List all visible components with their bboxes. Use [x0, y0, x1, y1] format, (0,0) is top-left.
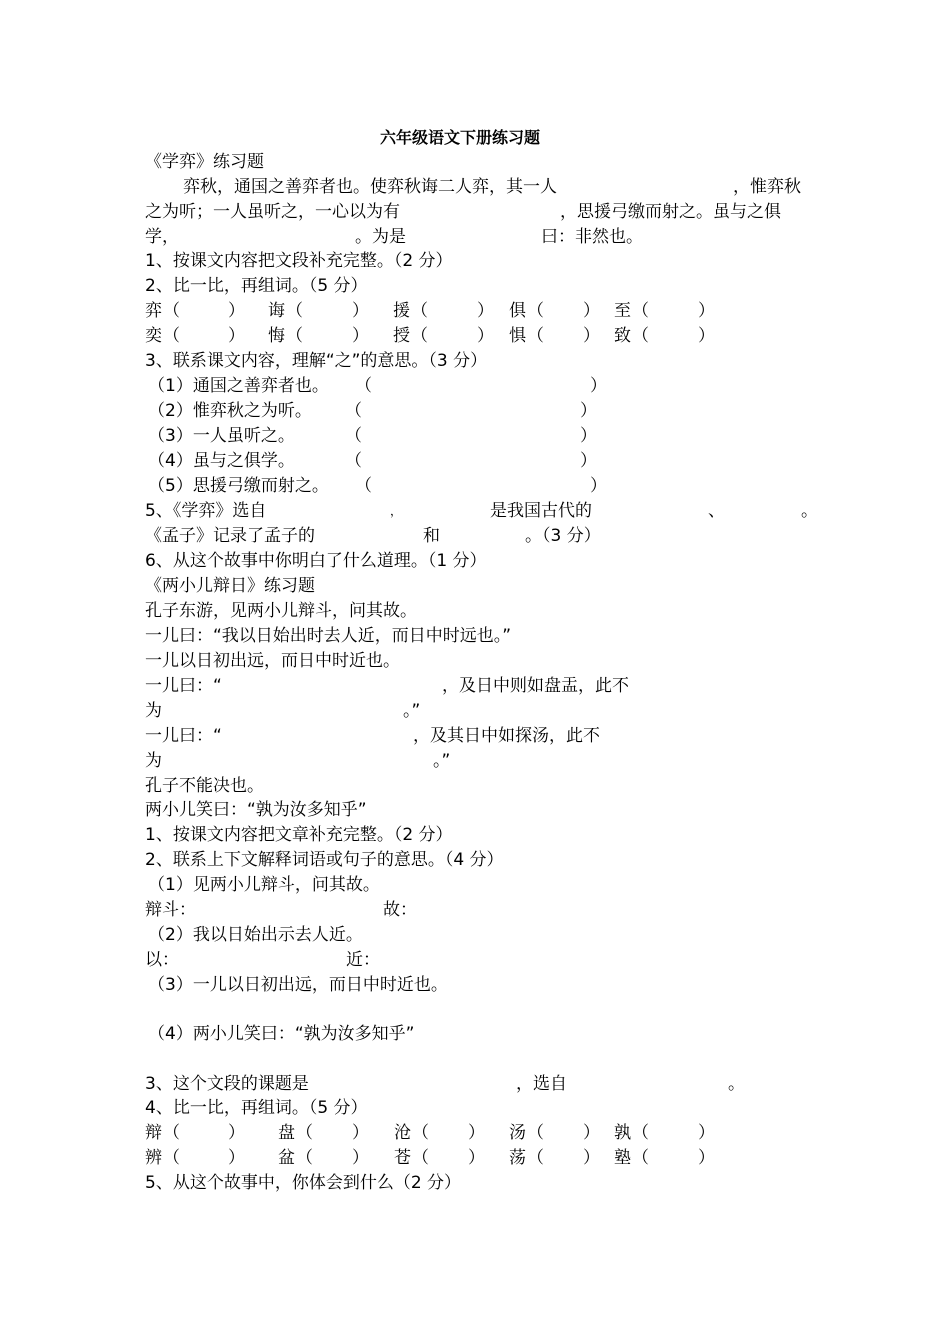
open-paren: （: [286, 326, 303, 346]
sub-question: （5）思援弓缴而射之。: [148, 476, 329, 496]
close-paren: ）: [698, 1148, 715, 1168]
passage-line: 。”: [403, 701, 421, 721]
open-paren: （: [163, 326, 180, 346]
close-paren: ）: [698, 326, 715, 346]
close-paren: ）: [228, 326, 245, 346]
passage-line: ，及其日中如探汤，此不: [413, 726, 600, 746]
compare-char: 汤: [509, 1123, 526, 1143]
close-paren: ）: [583, 1148, 600, 1168]
close-paren: ）: [583, 1123, 600, 1143]
passage-line: 曰：非然也。: [541, 227, 643, 247]
open-paren: （: [412, 1123, 429, 1143]
answer-label: 辩斗：: [145, 900, 196, 920]
punct: ，: [390, 504, 403, 518]
open-paren: （: [632, 1123, 649, 1143]
compare-char: 至: [614, 301, 631, 321]
open-paren: （: [527, 1123, 544, 1143]
question: 4、比一比，再组词。（5 分）: [145, 1098, 368, 1118]
section-heading-xueyi: 《学弈》练习题: [145, 152, 264, 172]
open-paren: （: [411, 326, 428, 346]
question-text: 《孟子》记录了孟子的: [145, 526, 315, 546]
sub-question: （4）两小儿笑曰：“孰为汝多知乎”: [148, 1024, 415, 1044]
compare-char: 苍: [394, 1148, 411, 1168]
close-paren: ）: [580, 426, 597, 446]
punct: 。: [728, 1074, 745, 1094]
compare-char: 盘: [278, 1123, 295, 1143]
compare-char: 辩: [145, 1123, 162, 1143]
compare-char: 塾: [614, 1148, 631, 1168]
answer-label: 以：: [145, 950, 179, 970]
passage-line: 为: [145, 701, 162, 721]
question-text: 。（3 分）: [525, 526, 601, 546]
close-paren: ）: [580, 401, 597, 421]
open-paren: （: [632, 326, 649, 346]
open-paren: （: [296, 1123, 313, 1143]
question-text: ，选自: [516, 1074, 567, 1094]
close-paren: ）: [583, 326, 600, 346]
open-paren: （: [527, 1148, 544, 1168]
open-paren: （: [411, 301, 428, 321]
passage-line: ，思援弓缴而射之。虽与之俱: [560, 202, 781, 222]
close-paren: ）: [228, 301, 245, 321]
answer-label: 近：: [346, 950, 380, 970]
passage-line: 孔子东游，见两小儿辩斗，问其故。: [145, 601, 417, 621]
close-paren: ）: [698, 301, 715, 321]
compare-char: 诲: [268, 301, 285, 321]
compare-char: 俱: [509, 301, 526, 321]
question: 3、联系课文内容，理解“之”的意思。（3 分）: [145, 351, 488, 371]
passage-line: 。”: [433, 751, 451, 771]
passage-line: 之为听；一人虽听之，一心以为有: [145, 202, 400, 222]
compare-char: 惧: [509, 326, 526, 346]
section-heading-liangxiaoer: 《两小儿辩日》练习题: [145, 576, 315, 596]
passage-line: 一儿曰：“: [145, 676, 222, 696]
open-paren: （: [412, 1148, 429, 1168]
compare-char: 孰: [614, 1123, 631, 1143]
close-paren: ）: [352, 1148, 369, 1168]
open-paren: （: [632, 301, 649, 321]
question: 1、按课文内容把文章补充完整。（2 分）: [145, 825, 453, 845]
sub-question: （2）惟弈秋之为听。: [148, 401, 312, 421]
open-paren: （: [527, 301, 544, 321]
question: 2、联系上下文解释词语或句子的意思。（4 分）: [145, 850, 504, 870]
compare-char: 援: [393, 301, 410, 321]
passage-line: 一儿曰：“: [145, 726, 222, 746]
close-paren: ）: [228, 1123, 245, 1143]
passage-line: 学，: [145, 227, 179, 247]
close-paren: ）: [580, 451, 597, 471]
close-paren: ）: [468, 1123, 485, 1143]
compare-char: 悔: [268, 326, 285, 346]
close-paren: ）: [468, 1148, 485, 1168]
sub-question: （3）一儿以日初出远，而日中时近也。: [148, 975, 448, 995]
close-paren: ）: [698, 1123, 715, 1143]
open-paren: （: [163, 1123, 180, 1143]
passage-line: 两小儿笑曰：“孰为汝多知乎”: [145, 800, 367, 820]
close-paren: ）: [352, 301, 369, 321]
open-paren: （: [355, 376, 372, 396]
passage-line: 弈秋，通国之善弈者也。使弈秋诲二人弈，其一人: [183, 177, 557, 197]
punct: 。: [801, 501, 818, 521]
question: 3、这个文段的课题是: [145, 1074, 309, 1094]
open-paren: （: [345, 426, 362, 446]
close-paren: ）: [228, 1148, 245, 1168]
sub-question: （1）通国之善弈者也。: [148, 376, 329, 396]
question: 1、按课文内容把文段补充完整。（2 分）: [145, 251, 453, 271]
passage-line: 孔子不能决也。: [145, 776, 264, 796]
open-paren: （: [345, 401, 362, 421]
question-text: 是我国古代的: [490, 501, 592, 521]
compare-char: 盆: [278, 1148, 295, 1168]
close-paren: ）: [477, 301, 494, 321]
compare-char: 沧: [394, 1123, 411, 1143]
compare-char: 弈: [145, 301, 162, 321]
answer-label: 故：: [383, 900, 417, 920]
question: 5、从这个故事中，你体会到什么（2 分）: [145, 1173, 462, 1193]
passage-line: ，及日中则如盘盂，此不: [442, 676, 629, 696]
page-title: 六年级语文下册练习题: [380, 128, 541, 147]
open-paren: （: [632, 1148, 649, 1168]
question: 6、从这个故事中你明白了什么道理。（1 分）: [145, 551, 487, 571]
close-paren: ）: [590, 476, 607, 496]
compare-char: 授: [393, 326, 410, 346]
compare-char: 荡: [509, 1148, 526, 1168]
passage-line: ，惟弈秋: [733, 177, 801, 197]
question-text: 和: [423, 526, 440, 546]
passage-line: 一儿曰：“我以日始出时去人近，而日中时远也。”: [145, 626, 512, 646]
open-paren: （: [163, 1148, 180, 1168]
close-paren: ）: [583, 301, 600, 321]
passage-line: 一儿以日初出远，而日中时近也。: [145, 651, 400, 671]
close-paren: ）: [590, 376, 607, 396]
open-paren: （: [286, 301, 303, 321]
punct: 、: [708, 501, 725, 521]
open-paren: （: [527, 326, 544, 346]
sub-question: （1）见两小儿辩斗，问其故。: [148, 875, 380, 895]
sub-question: （3）一人虽听之。: [148, 426, 295, 446]
open-paren: （: [296, 1148, 313, 1168]
passage-line: 为: [145, 751, 162, 771]
compare-char: 奕: [145, 326, 162, 346]
close-paren: ）: [477, 326, 494, 346]
close-paren: ）: [352, 326, 369, 346]
question: 5、《学弈》选自: [145, 501, 267, 521]
compare-char: 致: [614, 326, 631, 346]
sub-question: （2）我以日始出示去人近。: [148, 925, 363, 945]
compare-char: 辨: [145, 1148, 162, 1168]
open-paren: （: [355, 476, 372, 496]
sub-question: （4）虽与之俱学。: [148, 451, 295, 471]
passage-line: 。为是: [355, 227, 406, 247]
question: 2、比一比，再组词。（5 分）: [145, 276, 368, 296]
open-paren: （: [345, 451, 362, 471]
close-paren: ）: [352, 1123, 369, 1143]
open-paren: （: [163, 301, 180, 321]
